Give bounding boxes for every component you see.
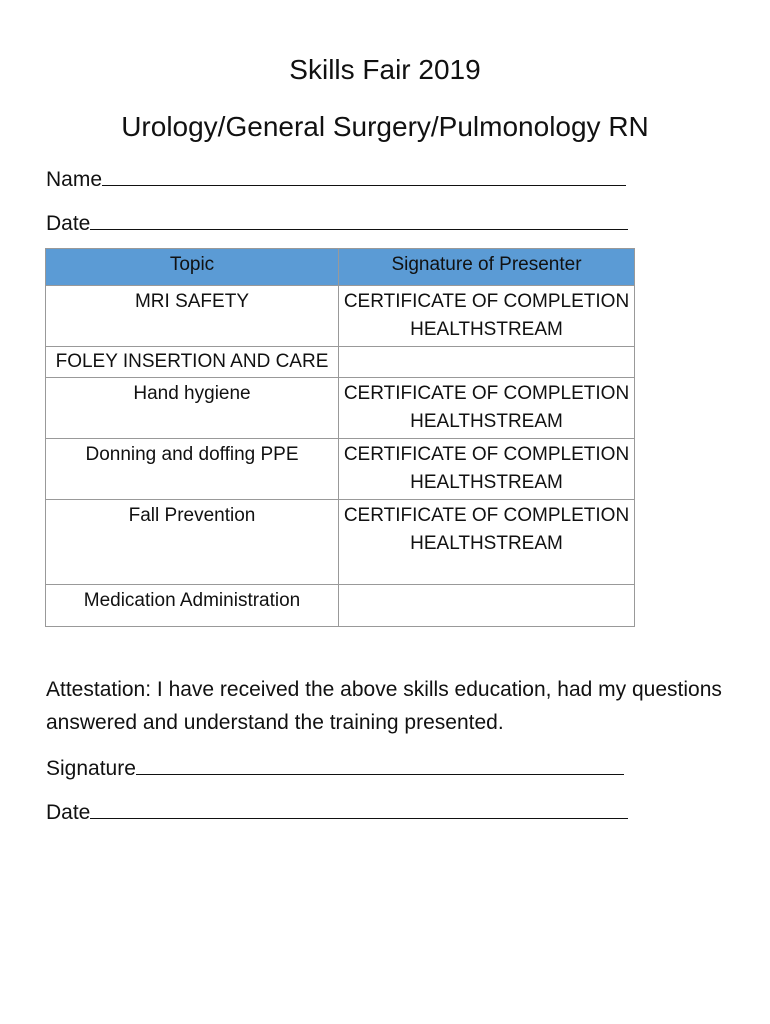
page-subtitle: Urology/General Surgery/Pulmonology RN bbox=[121, 111, 649, 142]
table-row bbox=[46, 500, 635, 585]
signature-cell[interactable] bbox=[339, 585, 635, 627]
name-label: Name bbox=[46, 168, 103, 191]
name-field[interactable] bbox=[46, 165, 626, 193]
table-row bbox=[46, 286, 635, 347]
table-row bbox=[46, 585, 635, 627]
topic-cell: Fall Prevention bbox=[46, 500, 339, 585]
signature-line2: HEALTHSTREAM bbox=[410, 472, 563, 493]
signature-line2: HEALTHSTREAM bbox=[410, 533, 563, 554]
topic-cell: MRI SAFETY bbox=[46, 286, 339, 347]
signature-cell[interactable] bbox=[339, 439, 635, 500]
signature-line1: CERTIFICATE OF COMPLETION bbox=[343, 444, 630, 465]
topic-cell: Donning and doffing PPE bbox=[46, 439, 339, 500]
date-blank-line[interactable] bbox=[90, 209, 628, 230]
name-blank-line[interactable] bbox=[102, 165, 626, 186]
page-title: Skills Fair 2019 bbox=[289, 54, 481, 85]
column-header-topic: Topic bbox=[46, 249, 339, 286]
signature-cell[interactable] bbox=[339, 378, 635, 439]
attestation-date-field[interactable] bbox=[46, 798, 628, 826]
skills-table bbox=[45, 248, 635, 627]
table-row bbox=[46, 439, 635, 500]
table-row bbox=[46, 347, 635, 378]
signature-line1: CERTIFICATE OF COMPLETION bbox=[343, 505, 630, 526]
signature-line2: HEALTHSTREAM bbox=[410, 319, 563, 340]
topic-cell: Medication Administration bbox=[46, 585, 339, 627]
date-label: Date bbox=[46, 212, 91, 235]
signature-line1: CERTIFICATE OF COMPLETION bbox=[343, 383, 630, 404]
column-header-signature: Signature of Presenter bbox=[339, 249, 635, 286]
attestation-date-blank-line[interactable] bbox=[90, 798, 628, 819]
attestation-text: Attestation: I have received the above skills education, had my questions answered and understand the training presented. bbox=[46, 678, 722, 734]
signature-cell[interactable] bbox=[339, 347, 635, 378]
signature-cell[interactable] bbox=[339, 286, 635, 347]
attestation-date-label: Date bbox=[46, 801, 91, 824]
topic-cell: FOLEY INSERTION AND CARE bbox=[46, 347, 339, 378]
table-row bbox=[46, 378, 635, 439]
signature-label: Signature bbox=[46, 757, 136, 780]
signature-line1: CERTIFICATE OF COMPLETION bbox=[343, 291, 630, 312]
signature-line2: HEALTHSTREAM bbox=[410, 411, 563, 432]
table-header-row bbox=[46, 249, 635, 286]
signature-field[interactable] bbox=[46, 754, 624, 782]
signature-blank-line[interactable] bbox=[136, 754, 624, 775]
date-field[interactable] bbox=[46, 209, 628, 237]
signature-cell[interactable] bbox=[339, 500, 635, 585]
topic-cell: Hand hygiene bbox=[46, 378, 339, 439]
